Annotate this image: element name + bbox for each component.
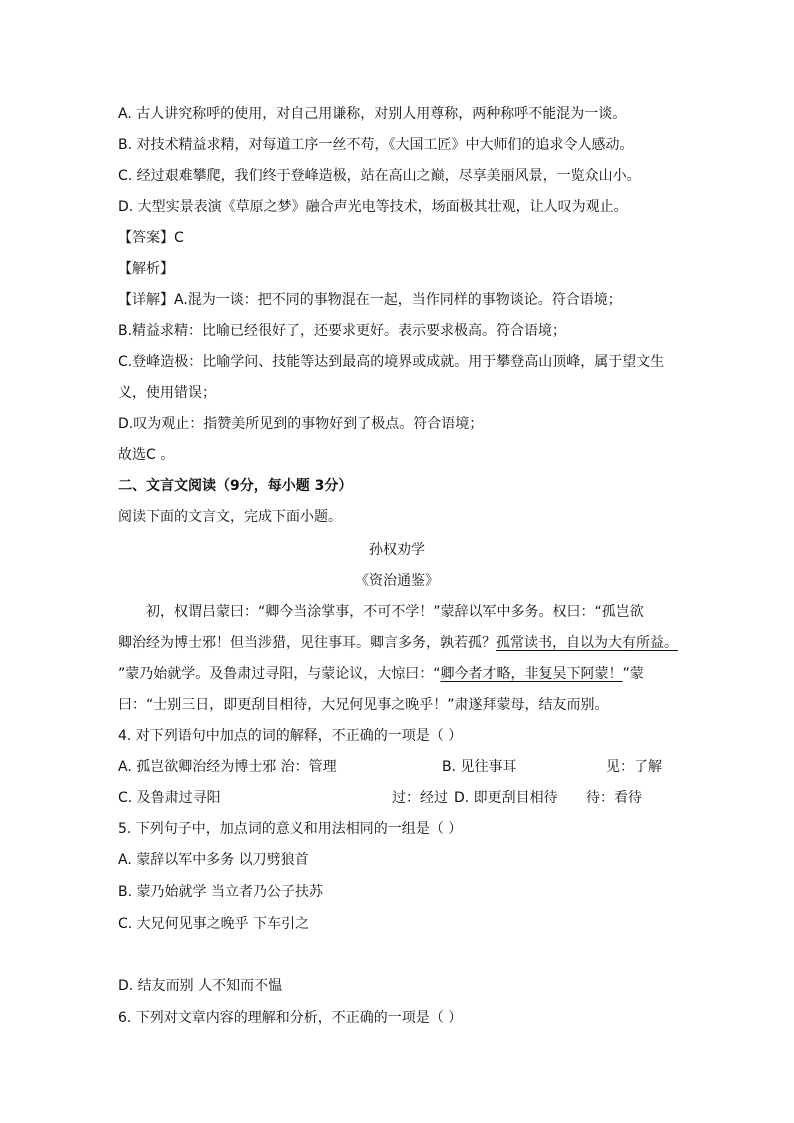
option-a: A. 古人讲究称呼的使用，对自己用谦称，对别人用尊称，两种称呼不能混为一谈。 — [118, 106, 627, 122]
section-heading: 二、文言文阅读（9分，每小题 3分） — [118, 478, 353, 494]
answer-line: 【答案】C — [118, 230, 184, 246]
passage-title: 孙权劝学 — [369, 542, 425, 558]
q5-option-c: C. 大兄何见事之晚乎 下车引之 — [118, 916, 310, 932]
q4-option-d-gloss: 待：看待 — [586, 790, 642, 806]
analysis-heading: 【解析】 — [118, 261, 174, 277]
passage-source: 《资治通鉴》 — [355, 573, 439, 589]
passage-text: ”蒙 — [622, 666, 644, 682]
question-4-stem: 4. 对下列语句中加点的词的解释，不正确的一项是（ ） — [118, 728, 463, 744]
option-c: C. 经过艰难攀爬，我们终于登峰造极，站在高山之巅，尽享美丽风景，一览众山小。 — [118, 168, 641, 184]
analysis-line-2: B.精益求精：比喻已经很好了，还要求更好。表示要求极高。符合语境； — [118, 323, 567, 339]
q4-option-c: C. 及鲁肃过寻阳 — [118, 790, 221, 806]
analysis-line-3: C.登峰造极：比喻学问、技能等达到最高的境界或成就。用于攀登高山顶峰，属于望文生 — [118, 354, 665, 370]
section-instruction: 阅读下面的文言文，完成下面小题。 — [118, 509, 342, 525]
q4-option-a: A. 孤岂欲卿治经为博士邪 治：管理 — [118, 759, 337, 775]
option-b: B. 对技术精益求精，对每道工序一丝不苟，《大国工匠》中大师们的追求令人感动。 — [118, 137, 634, 153]
q4-option-b: B. 见往事耳 — [442, 759, 517, 775]
underlined-sentence: 卿今者才略，非复吴下阿蒙！ — [440, 666, 623, 682]
analysis-line-4: 义，使用错误； — [118, 385, 216, 401]
analysis-line-6: 故选C 。 — [118, 447, 175, 463]
passage-line-2 — [118, 633, 678, 653]
q5-option-d: D. 结友而别 人不知而不愠 — [118, 978, 283, 994]
question-6-stem: 6. 下列对文章内容的理解和分析，不正确的一项是（ ） — [118, 1010, 463, 1026]
passage-line-1: 初，权谓吕蒙曰：“卿今当涂掌事，不可不学！”蒙辞以军中多务。权曰：“孤岂欲 — [146, 604, 644, 620]
q5-option-a: A. 蒙辞以军中多务 以刀劈狼首 — [118, 852, 309, 868]
passage-line-4: 曰：“士别三日，即更刮目相待，大兄何见事之晚乎！”肃遂拜蒙母，结友而别。 — [118, 697, 609, 713]
analysis-line-5: D.叹为观止：指赞美所见到的事物好到了极点。符合语境； — [118, 416, 484, 432]
passage-line-3 — [118, 664, 644, 684]
q4-option-d: D. 即更刮目相待 — [454, 790, 558, 806]
q5-option-b: B. 蒙乃始就学 当立者乃公子扶苏 — [118, 884, 323, 900]
question-5-stem: 5. 下列句子中，加点词的意义和用法相同的一组是（ ） — [118, 821, 463, 837]
passage-text: ”蒙乃始就学。及鲁肃过寻阳，与蒙论议，大惊曰：“ — [118, 666, 441, 682]
q4-option-c-gloss: 过：经过 — [392, 790, 448, 806]
underlined-sentence: 孤常读书，自以为大有所益。 — [496, 635, 678, 651]
q4-option-b-gloss: 见：了解 — [606, 759, 662, 775]
analysis-line-1: 【详解】A.混为一谈：把不同的事物混在一起，当作同样的事物谈论。符合语境； — [118, 292, 622, 308]
option-d: D. 大型实景表演《草原之梦》融合声光电等技术，场面极其壮观，让人叹为观止。 — [118, 199, 628, 215]
passage-text: 卿治经为博士邪！但当涉猎，见往事耳。卿言多务，孰若孤？ — [118, 635, 496, 651]
